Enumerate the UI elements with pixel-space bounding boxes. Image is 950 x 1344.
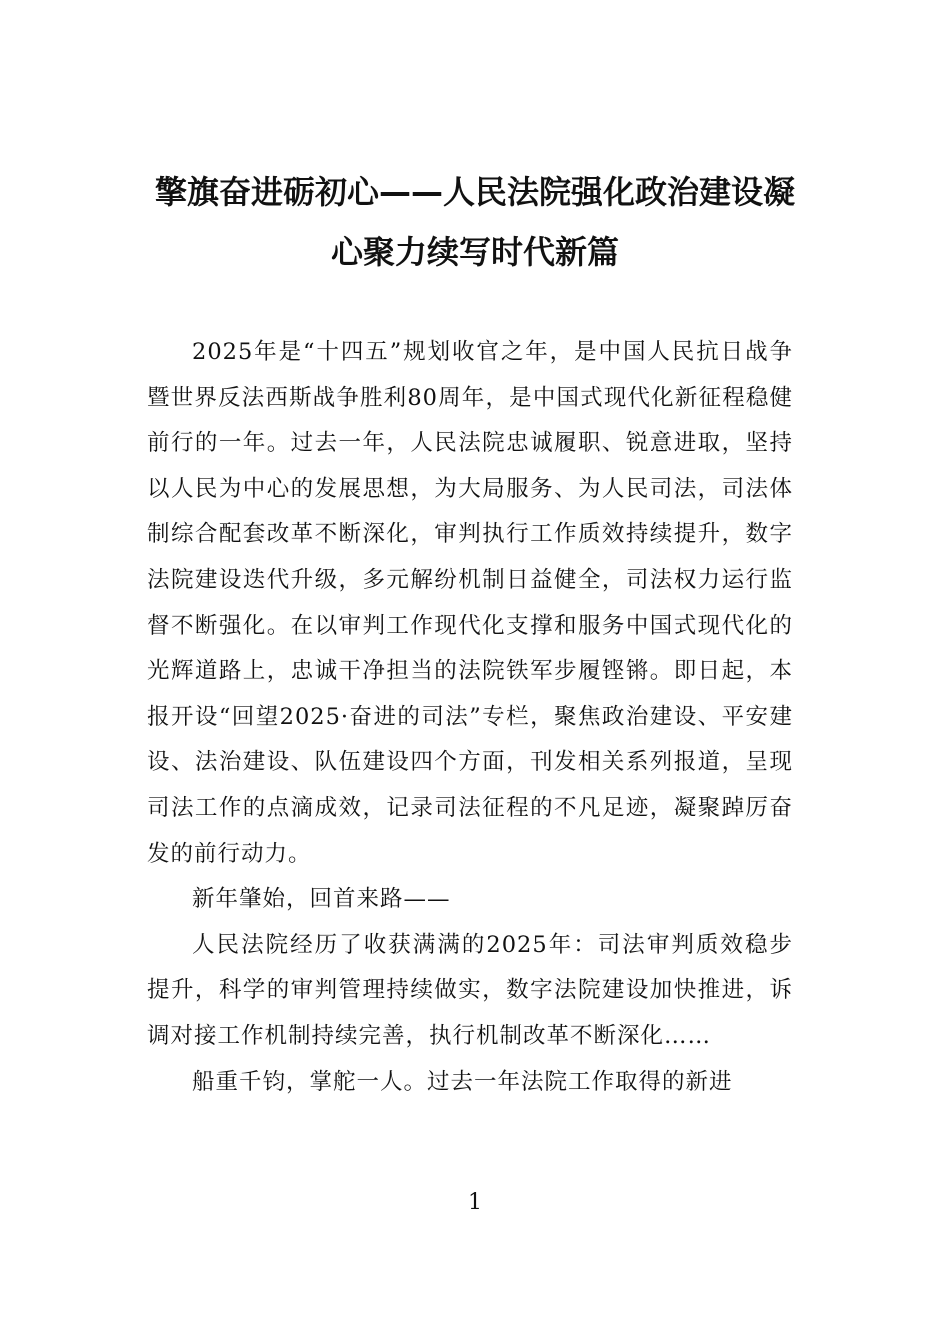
paragraph: 2025年是“十四五”规划收官之年，是中国人民抗日战争暨世界反法西斯战争胜利80周年，是中国式现代化新征程稳健前行的一年。过去一年，人民法院忠诚履职、锐意进取，坚持以人民为中心的发展思想，为大局服务、为人民司法，司法体制综合配套改革不断深化，审判执行工作质效持续提升，数字法院建设迭代升级，多元解纷机制日益健全，司法权力运行监督不断强化。在以审判工作现代化支撑和服务中国式现代化的光辉道路上，忠诚干净担当的法院铁军步履铿锵。即日起，本报开设“回望2025·奋进的司法”专栏，聚焦政治建设、平安建设、法治建设、队伍建设四个方面，刊发相关系列报道，呈现司法工作的点滴成效，记录司法征程的不凡足迹，凝聚踔厉奋发的前行动力。 [147, 339, 793, 867]
page-number: 1 [468, 1190, 482, 1215]
document-title: 擎旗奋进砺初心——人民法院强化政治建设凝心聚力续写时代新篇 [154, 173, 795, 271]
paragraph: 船重千钧，掌舵一人。过去一年法院工作取得的新进 [192, 1068, 733, 1095]
paragraph: 人民法院经历了收获满满的2025年：司法审判质效稳步提升，科学的审判管理持续做实，数字法院建设加快推进，诉调对接工作机制持续完善，执行机制改革不断深化…… [147, 931, 793, 1049]
paragraph: 新年肇始，回首来路—— [192, 886, 451, 913]
article-body [147, 330, 793, 1105]
